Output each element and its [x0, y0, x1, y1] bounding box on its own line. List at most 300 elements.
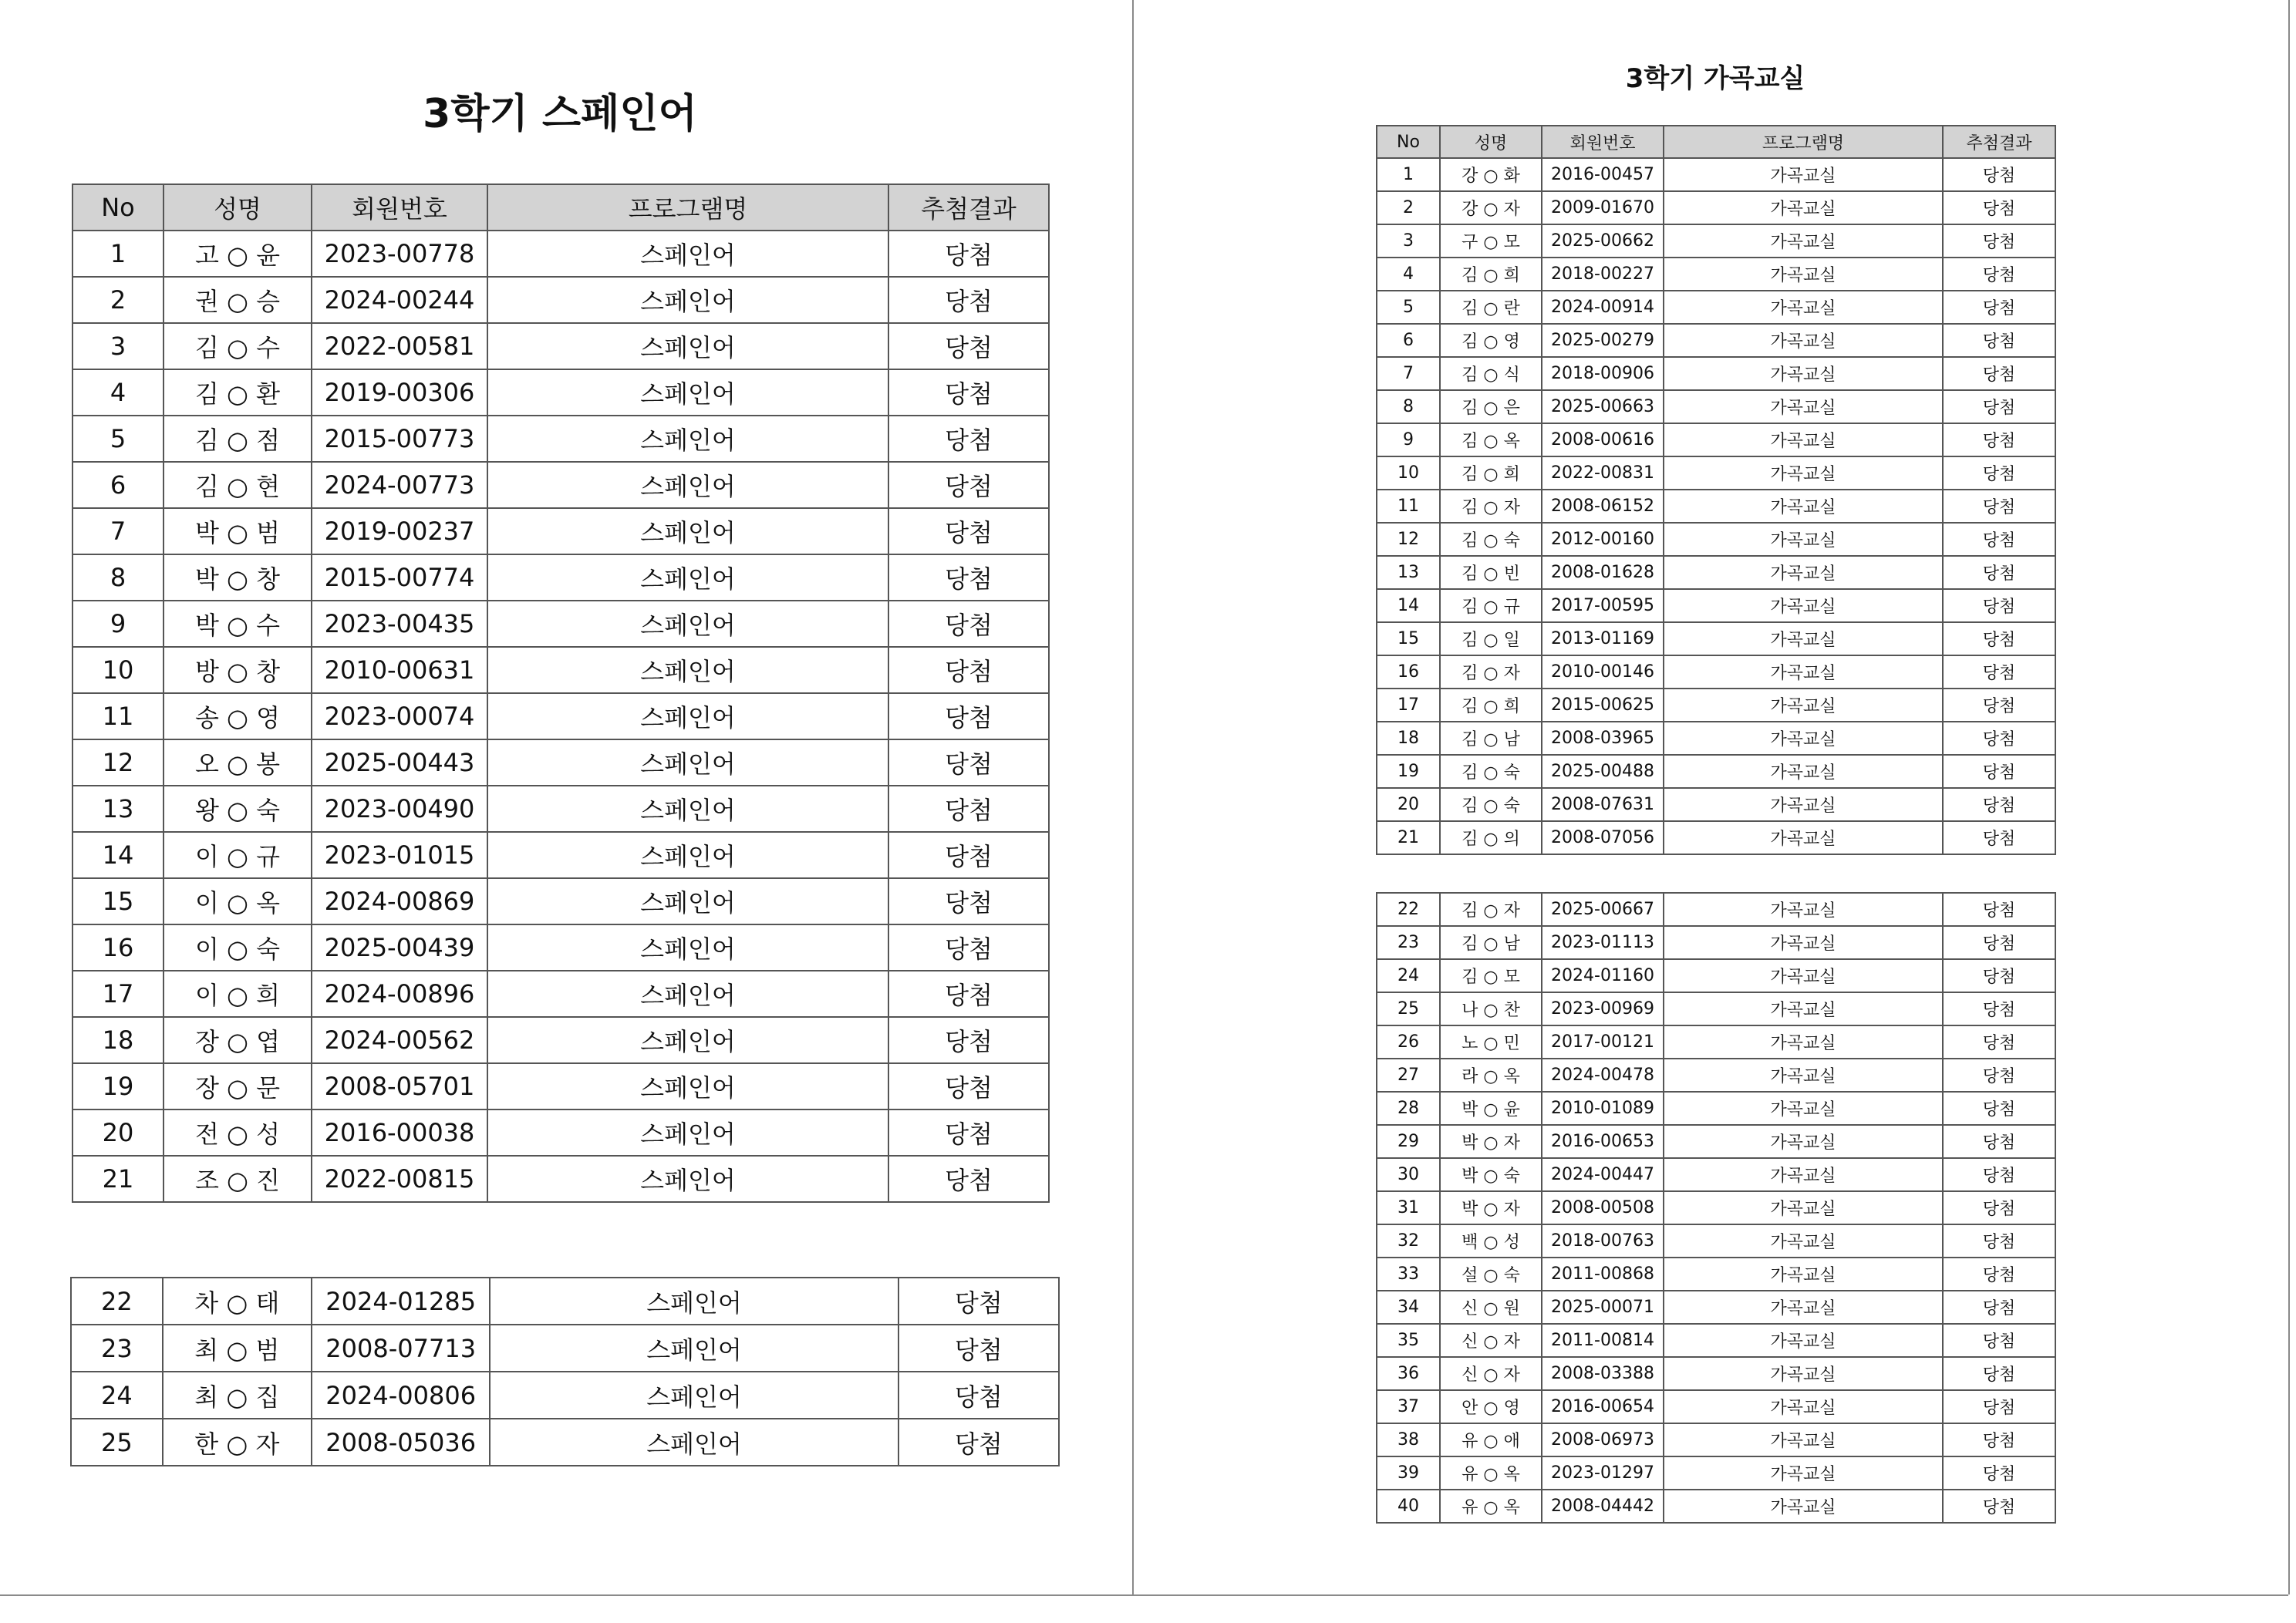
cell-name: 김 ○ 남	[1440, 722, 1542, 755]
cell-result: 당첨	[1943, 1025, 2055, 1059]
cell-name: 라 ○ 옥	[1440, 1059, 1542, 1092]
cell-program: 가곡교실	[1664, 755, 1943, 788]
cell-program: 가곡교실	[1664, 1291, 1943, 1324]
page-title: 3학기 스페인어	[423, 91, 697, 137]
cell-no: 39	[1377, 1456, 1440, 1490]
cell-no: 36	[1377, 1357, 1440, 1390]
table-row	[1377, 258, 2055, 291]
cell-no: 33	[1377, 1258, 1440, 1291]
cell-no: 17	[72, 971, 164, 1017]
right-page	[1132, 0, 2290, 1594]
cell-member-id: 2024-00806	[312, 1372, 490, 1419]
cell-name: 김 ○ 현	[164, 462, 312, 508]
table-row	[1377, 655, 2055, 689]
cell-program: 가곡교실	[1664, 224, 1943, 258]
cell-result: 당첨	[888, 277, 1049, 323]
cell-name: 조 ○ 진	[164, 1156, 312, 1202]
cell-program: 스페인어	[487, 878, 888, 924]
col-header-result: 추첨결과	[1943, 126, 2055, 158]
cell-program: 가곡교실	[1664, 1357, 1943, 1390]
col-header-result: 추첨결과	[888, 184, 1049, 231]
cell-no: 19	[72, 1063, 164, 1109]
cell-member-id: 2008-07713	[312, 1325, 490, 1372]
cell-member-id: 2008-00508	[1542, 1191, 1664, 1224]
cell-no: 8	[72, 554, 164, 601]
cell-no: 1	[72, 231, 164, 277]
table-row	[71, 1278, 1059, 1325]
cell-name: 왕 ○ 숙	[164, 786, 312, 832]
cell-result: 당첨	[1943, 1224, 2055, 1258]
cell-no: 8	[1377, 390, 1440, 423]
cell-result: 당첨	[1943, 191, 2055, 224]
cell-member-id: 2023-00435	[312, 601, 487, 647]
table-row	[1377, 158, 2055, 191]
cell-no: 21	[72, 1156, 164, 1202]
cell-result: 당첨	[1943, 423, 2055, 456]
cell-member-id: 2025-00439	[312, 924, 487, 971]
cell-member-id: 2019-00237	[312, 508, 487, 554]
cell-name: 김 ○ 수	[164, 323, 312, 369]
cell-no: 35	[1377, 1324, 1440, 1357]
table-row	[72, 971, 1049, 1017]
cell-member-id: 2008-05036	[312, 1419, 490, 1466]
cell-program: 스페인어	[487, 277, 888, 323]
cell-name: 신 ○ 자	[1440, 1324, 1542, 1357]
results-table	[1376, 125, 2056, 855]
cell-no: 34	[1377, 1291, 1440, 1324]
cell-program: 가곡교실	[1664, 490, 1943, 523]
cell-result: 당첨	[1943, 490, 2055, 523]
cell-name: 권 ○ 승	[164, 277, 312, 323]
cell-member-id: 2008-00616	[1542, 423, 1664, 456]
table-row	[1377, 1224, 2055, 1258]
cell-program: 가곡교실	[1664, 1258, 1943, 1291]
table-row	[71, 1419, 1059, 1466]
cell-no: 6	[72, 462, 164, 508]
cell-name: 나 ○ 찬	[1440, 992, 1542, 1025]
cell-member-id: 2024-00244	[312, 277, 487, 323]
cell-program: 가곡교실	[1664, 423, 1943, 456]
cell-name: 유 ○ 애	[1440, 1423, 1542, 1456]
cell-result: 당첨	[888, 369, 1049, 416]
table-body	[1377, 158, 2055, 854]
cell-program: 스페인어	[487, 1156, 888, 1202]
cell-program: 가곡교실	[1664, 158, 1943, 191]
cell-no: 11	[1377, 490, 1440, 523]
header-row	[1377, 126, 2055, 158]
table-row	[1377, 821, 2055, 854]
cell-name: 김 ○ 희	[1440, 456, 1542, 490]
cell-no: 6	[1377, 324, 1440, 357]
cell-name: 김 ○ 희	[1440, 258, 1542, 291]
cell-result: 당첨	[888, 832, 1049, 878]
cell-name: 장 ○ 문	[164, 1063, 312, 1109]
cell-result: 당첨	[888, 554, 1049, 601]
cell-program: 스페인어	[487, 786, 888, 832]
table-row	[72, 924, 1049, 971]
cell-program: 가곡교실	[1664, 191, 1943, 224]
results-table-continued	[1376, 892, 2056, 1524]
cell-member-id: 2008-01628	[1542, 556, 1664, 589]
cell-no: 32	[1377, 1224, 1440, 1258]
results-table-continued	[70, 1277, 1060, 1466]
cell-member-id: 2022-00581	[312, 323, 487, 369]
cell-member-id: 2008-06152	[1542, 490, 1664, 523]
table-row	[72, 1109, 1049, 1156]
table-row	[72, 416, 1049, 462]
cell-no: 13	[1377, 556, 1440, 589]
cell-member-id: 2024-00447	[1542, 1158, 1664, 1191]
cell-program: 가곡교실	[1664, 1092, 1943, 1125]
cell-result: 당첨	[1943, 622, 2055, 655]
cell-name: 이 ○ 숙	[164, 924, 312, 971]
cell-result: 당첨	[1943, 926, 2055, 959]
cell-program: 스페인어	[487, 1017, 888, 1063]
cell-member-id: 2011-00814	[1542, 1324, 1664, 1357]
cell-no: 10	[72, 647, 164, 693]
cell-result: 당첨	[888, 601, 1049, 647]
cell-result: 당첨	[1943, 523, 2055, 556]
cell-no: 7	[1377, 357, 1440, 390]
cell-member-id: 2025-00071	[1542, 1291, 1664, 1324]
table-row	[1377, 324, 2055, 357]
cell-program: 가곡교실	[1664, 622, 1943, 655]
table-row	[1377, 490, 2055, 523]
cell-name: 최 ○ 집	[163, 1372, 312, 1419]
cell-program: 스페인어	[487, 554, 888, 601]
cell-no: 12	[72, 739, 164, 786]
cell-no: 15	[72, 878, 164, 924]
cell-name: 전 ○ 성	[164, 1109, 312, 1156]
cell-no: 23	[1377, 926, 1440, 959]
table-header	[1377, 126, 2055, 158]
cell-no: 12	[1377, 523, 1440, 556]
cell-no: 15	[1377, 622, 1440, 655]
table-row	[72, 693, 1049, 739]
table-row	[1377, 556, 2055, 589]
cell-result: 당첨	[888, 878, 1049, 924]
cell-result: 당첨	[1943, 992, 2055, 1025]
cell-no: 11	[72, 693, 164, 739]
cell-program: 스페인어	[487, 508, 888, 554]
table-row	[72, 554, 1049, 601]
cell-program: 스페인어	[487, 323, 888, 369]
cell-member-id: 2016-00654	[1542, 1390, 1664, 1423]
cell-program: 가곡교실	[1664, 1158, 1943, 1191]
cell-member-id: 2018-00763	[1542, 1224, 1664, 1258]
cell-member-id: 2025-00667	[1542, 893, 1664, 926]
cell-no: 5	[72, 416, 164, 462]
cell-no: 1	[1377, 158, 1440, 191]
table-row	[1377, 1390, 2055, 1423]
table-row	[1377, 992, 2055, 1025]
cell-result: 당첨	[1943, 689, 2055, 722]
cell-program: 가곡교실	[1664, 1456, 1943, 1490]
cell-program: 가곡교실	[1664, 357, 1943, 390]
cell-name: 신 ○ 원	[1440, 1291, 1542, 1324]
cell-program: 스페인어	[487, 462, 888, 508]
cell-program: 가곡교실	[1664, 959, 1943, 992]
table-row	[1377, 1324, 2055, 1357]
col-header-name: 성명	[164, 184, 312, 231]
col-header-program: 프로그램명	[487, 184, 888, 231]
cell-name: 이 ○ 희	[164, 971, 312, 1017]
cell-result: 당첨	[1943, 324, 2055, 357]
table-row	[1377, 291, 2055, 324]
cell-member-id: 2008-03388	[1542, 1357, 1664, 1390]
cell-result: 당첨	[888, 1109, 1049, 1156]
table-row	[1377, 1291, 2055, 1324]
cell-name: 김 ○ 옥	[1440, 423, 1542, 456]
cell-name: 노 ○ 민	[1440, 1025, 1542, 1059]
cell-name: 김 ○ 빈	[1440, 556, 1542, 589]
cell-result: 당첨	[1943, 1390, 2055, 1423]
left-page	[0, 0, 1132, 1594]
table-row	[1377, 1191, 2055, 1224]
page-divider	[0, 1594, 2288, 1596]
cell-name: 안 ○ 영	[1440, 1390, 1542, 1423]
table-row	[72, 323, 1049, 369]
table-body	[1377, 893, 2055, 1523]
cell-program: 가곡교실	[1664, 689, 1943, 722]
cell-result: 당첨	[888, 1017, 1049, 1063]
cell-name: 박 ○ 범	[164, 508, 312, 554]
col-header-program: 프로그램명	[1664, 126, 1943, 158]
cell-result: 당첨	[1943, 1490, 2055, 1523]
cell-program: 가곡교실	[1664, 1390, 1943, 1423]
cell-member-id: 2009-01670	[1542, 191, 1664, 224]
table-row	[72, 231, 1049, 277]
cell-result: 당첨	[1943, 1191, 2055, 1224]
cell-program: 스페인어	[490, 1325, 898, 1372]
table-row	[1377, 1258, 2055, 1291]
table-row	[1377, 423, 2055, 456]
table-row	[72, 1063, 1049, 1109]
cell-name: 설 ○ 숙	[1440, 1258, 1542, 1291]
cell-result: 당첨	[1943, 1125, 2055, 1158]
cell-name: 송 ○ 영	[164, 693, 312, 739]
cell-member-id: 2016-00038	[312, 1109, 487, 1156]
cell-program: 가곡교실	[1664, 893, 1943, 926]
cell-program: 가곡교실	[1664, 390, 1943, 423]
cell-member-id: 2024-00896	[312, 971, 487, 1017]
cell-member-id: 2023-01297	[1542, 1456, 1664, 1490]
table-row	[1377, 1158, 2055, 1191]
col-header-no: No	[72, 184, 164, 231]
table-row	[1377, 689, 2055, 722]
cell-result: 당첨	[888, 416, 1049, 462]
cell-name: 김 ○ 자	[1440, 490, 1542, 523]
cell-member-id: 2018-00227	[1542, 258, 1664, 291]
cell-member-id: 2019-00306	[312, 369, 487, 416]
cell-no: 16	[72, 924, 164, 971]
cell-no: 19	[1377, 755, 1440, 788]
cell-member-id: 2023-01113	[1542, 926, 1664, 959]
cell-result: 당첨	[1943, 755, 2055, 788]
table-row	[1377, 893, 2055, 926]
cell-result: 당첨	[899, 1419, 1059, 1466]
cell-program: 가곡교실	[1664, 1423, 1943, 1456]
cell-name: 유 ○ 옥	[1440, 1456, 1542, 1490]
table-row	[1377, 1092, 2055, 1125]
cell-result: 당첨	[1943, 1158, 2055, 1191]
table-row	[72, 277, 1049, 323]
table-row	[72, 1017, 1049, 1063]
cell-member-id: 2025-00663	[1542, 390, 1664, 423]
col-header-member-id: 회원번호	[1542, 126, 1664, 158]
cell-name: 이 ○ 옥	[164, 878, 312, 924]
cell-no: 37	[1377, 1390, 1440, 1423]
cell-program: 스페인어	[487, 693, 888, 739]
header-row	[72, 184, 1049, 231]
cell-member-id: 2008-04442	[1542, 1490, 1664, 1523]
cell-result: 당첨	[888, 1063, 1049, 1109]
cell-member-id: 2024-00914	[1542, 291, 1664, 324]
cell-name: 박 ○ 자	[1440, 1125, 1542, 1158]
cell-name: 김 ○ 란	[1440, 291, 1542, 324]
cell-member-id: 2010-01089	[1542, 1092, 1664, 1125]
cell-program: 스페인어	[487, 971, 888, 1017]
cell-name: 박 ○ 숙	[1440, 1158, 1542, 1191]
table-header	[72, 184, 1049, 231]
cell-no: 14	[72, 832, 164, 878]
cell-name: 김 ○ 영	[1440, 324, 1542, 357]
cell-result: 당첨	[1943, 1059, 2055, 1092]
cell-name: 고 ○ 윤	[164, 231, 312, 277]
table-row	[72, 508, 1049, 554]
table-row	[1377, 523, 2055, 556]
cell-no: 18	[72, 1017, 164, 1063]
cell-no: 5	[1377, 291, 1440, 324]
cell-name: 김 ○ 모	[1440, 959, 1542, 992]
cell-no: 27	[1377, 1059, 1440, 1092]
cell-result: 당첨	[888, 647, 1049, 693]
cell-name: 유 ○ 옥	[1440, 1490, 1542, 1523]
cell-no: 18	[1377, 722, 1440, 755]
cell-program: 스페인어	[487, 1109, 888, 1156]
cell-name: 오 ○ 봉	[164, 739, 312, 786]
table-row	[1377, 1357, 2055, 1390]
cell-result: 당첨	[1943, 1258, 2055, 1291]
cell-member-id: 2023-01015	[312, 832, 487, 878]
table-row	[1377, 722, 2055, 755]
cell-no: 26	[1377, 1025, 1440, 1059]
cell-result: 당첨	[1943, 1423, 2055, 1456]
cell-member-id: 2008-06973	[1542, 1423, 1664, 1456]
cell-result: 당첨	[1943, 589, 2055, 622]
cell-no: 21	[1377, 821, 1440, 854]
cell-member-id: 2016-00457	[1542, 158, 1664, 191]
table-row	[1377, 755, 2055, 788]
cell-result: 당첨	[1943, 1324, 2055, 1357]
cell-result: 당첨	[888, 1156, 1049, 1202]
table-row	[1377, 224, 2055, 258]
cell-name: 김 ○ 숙	[1440, 788, 1542, 821]
cell-name: 장 ○ 엽	[164, 1017, 312, 1063]
table-row	[72, 647, 1049, 693]
cell-member-id: 2024-00562	[312, 1017, 487, 1063]
cell-member-id: 2025-00488	[1542, 755, 1664, 788]
cell-result: 당첨	[1943, 390, 2055, 423]
cell-no: 20	[72, 1109, 164, 1156]
cell-result: 당첨	[1943, 722, 2055, 755]
cell-member-id: 2024-01285	[312, 1278, 490, 1325]
cell-no: 4	[72, 369, 164, 416]
cell-result: 당첨	[888, 924, 1049, 971]
cell-member-id: 2016-00653	[1542, 1125, 1664, 1158]
table-row	[1377, 1423, 2055, 1456]
cell-program: 가곡교실	[1664, 1191, 1943, 1224]
cell-program: 가곡교실	[1664, 655, 1943, 689]
cell-name: 한 ○ 자	[163, 1419, 312, 1466]
table-row	[1377, 1490, 2055, 1523]
cell-program: 가곡교실	[1664, 788, 1943, 821]
cell-member-id: 2015-00625	[1542, 689, 1664, 722]
cell-name: 김 ○ 희	[1440, 689, 1542, 722]
cell-program: 가곡교실	[1664, 556, 1943, 589]
table-row	[72, 739, 1049, 786]
cell-program: 스페인어	[487, 647, 888, 693]
table-row	[72, 462, 1049, 508]
cell-program: 가곡교실	[1664, 821, 1943, 854]
cell-result: 당첨	[888, 739, 1049, 786]
cell-result: 당첨	[899, 1278, 1059, 1325]
cell-name: 박 ○ 자	[1440, 1191, 1542, 1224]
cell-no: 40	[1377, 1490, 1440, 1523]
cell-no: 31	[1377, 1191, 1440, 1224]
cell-result: 당첨	[1943, 821, 2055, 854]
cell-result: 당첨	[1943, 1092, 2055, 1125]
cell-member-id: 2012-00160	[1542, 523, 1664, 556]
cell-program: 가곡교실	[1664, 589, 1943, 622]
table-body	[72, 231, 1049, 1202]
cell-no: 22	[71, 1278, 163, 1325]
cell-program: 스페인어	[487, 739, 888, 786]
cell-no: 25	[71, 1419, 163, 1466]
table-row	[1377, 589, 2055, 622]
cell-member-id: 2011-00868	[1542, 1258, 1664, 1291]
cell-no: 3	[1377, 224, 1440, 258]
cell-result: 당첨	[888, 231, 1049, 277]
cell-no: 30	[1377, 1158, 1440, 1191]
cell-member-id: 2017-00121	[1542, 1025, 1664, 1059]
cell-member-id: 2024-00869	[312, 878, 487, 924]
cell-result: 당첨	[1943, 556, 2055, 589]
cell-program: 가곡교실	[1664, 1125, 1943, 1158]
cell-result: 당첨	[1943, 1357, 2055, 1390]
cell-no: 24	[1377, 959, 1440, 992]
cell-no: 17	[1377, 689, 1440, 722]
cell-result: 당첨	[1943, 357, 2055, 390]
cell-result: 당첨	[1943, 655, 2055, 689]
cell-name: 방 ○ 창	[164, 647, 312, 693]
cell-program: 스페인어	[490, 1419, 898, 1466]
cell-member-id: 2023-00969	[1542, 992, 1664, 1025]
cell-program: 가곡교실	[1664, 1490, 1943, 1523]
cell-no: 10	[1377, 456, 1440, 490]
cell-member-id: 2008-07631	[1542, 788, 1664, 821]
cell-member-id: 2008-05701	[312, 1063, 487, 1109]
table-row	[71, 1325, 1059, 1372]
cell-result: 당첨	[1943, 456, 2055, 490]
cell-program: 가곡교실	[1664, 456, 1943, 490]
cell-program: 가곡교실	[1664, 1059, 1943, 1092]
table-row	[1377, 788, 2055, 821]
table-row	[1377, 926, 2055, 959]
cell-name: 김 ○ 은	[1440, 390, 1542, 423]
table-row	[72, 878, 1049, 924]
cell-no: 28	[1377, 1092, 1440, 1125]
